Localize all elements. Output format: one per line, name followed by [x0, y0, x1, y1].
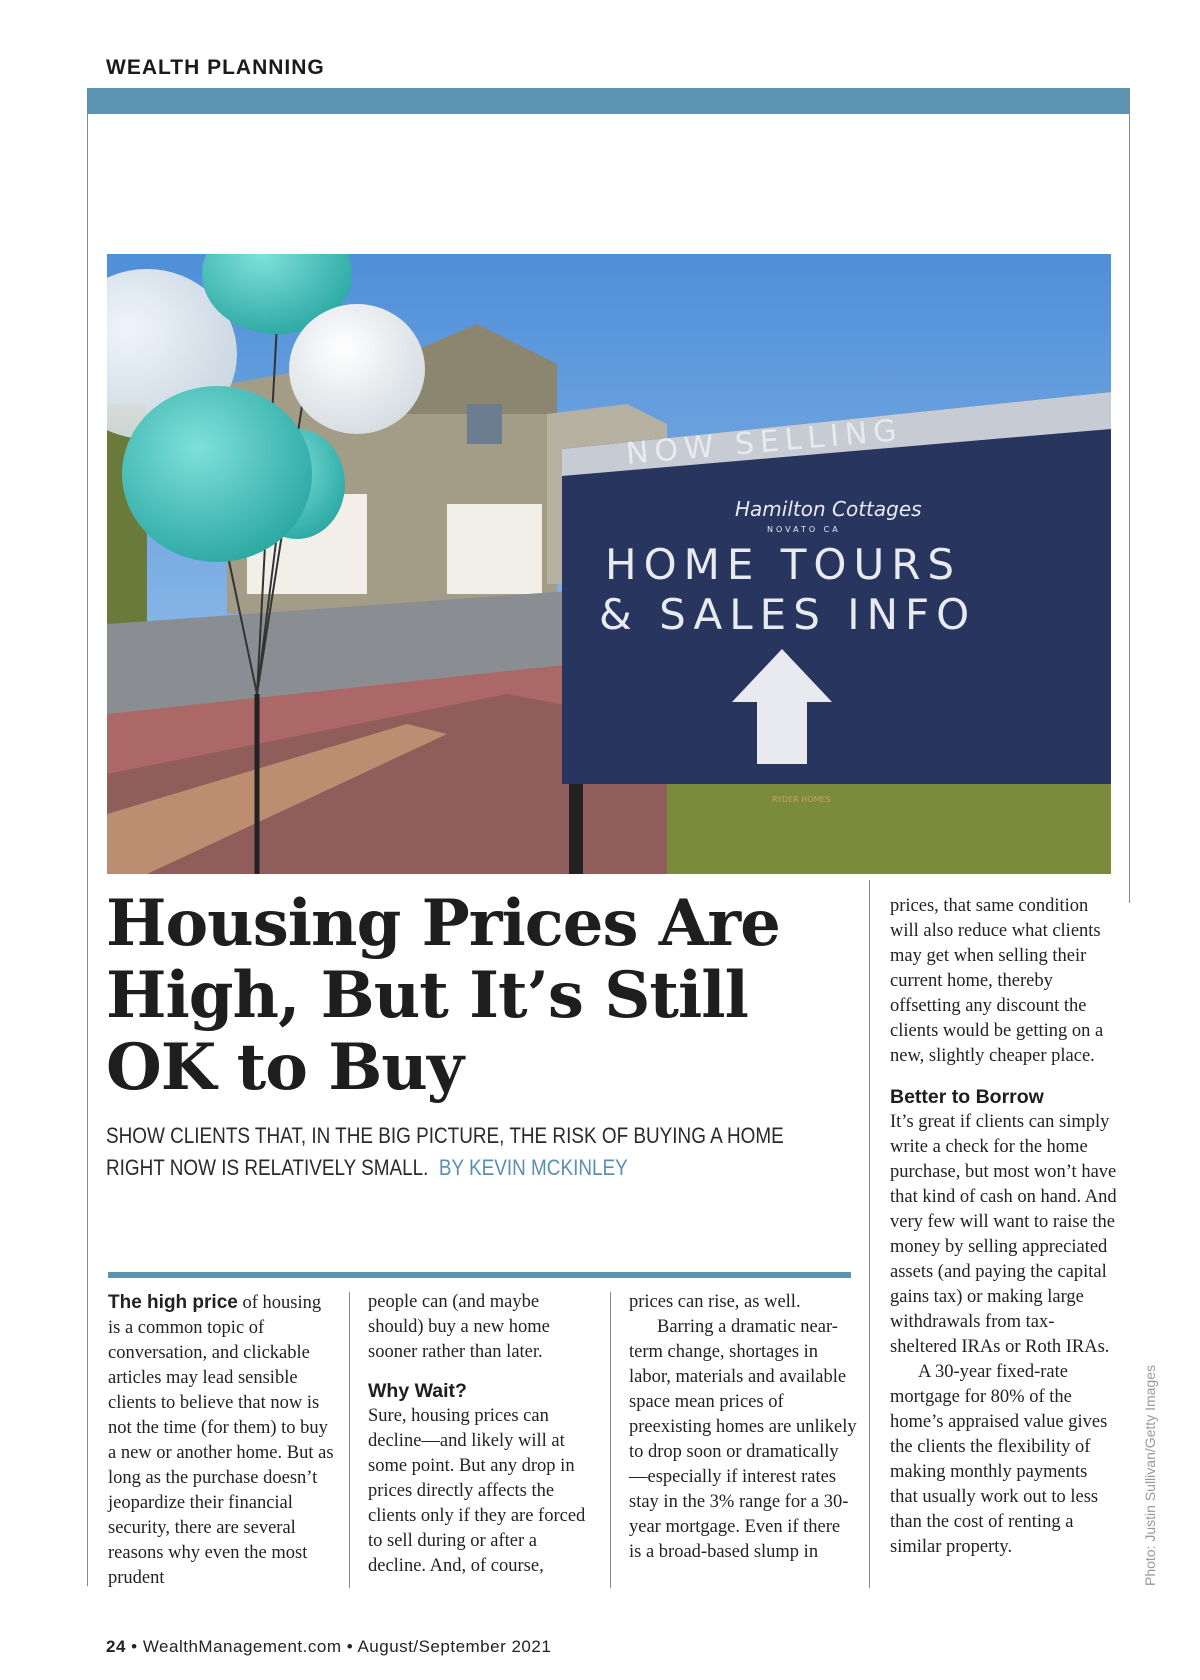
sign-brand: Hamilton Cottages — [735, 497, 922, 521]
subhead-better-to-borrow: Better to Borrow — [890, 1086, 1044, 1108]
frame-rule-left — [87, 114, 88, 1586]
body-column-3 — [629, 1290, 857, 1565]
sign-line-2: & SALES INFO — [599, 590, 977, 639]
article-deck — [106, 1120, 828, 1184]
col4-paragraph-c: A 30-year fixed-rate mortgage for 80% of the home’s appraised value gives the clients the flexibility of making monthly payments that usually work out to less than the cost of renting a similar property. — [890, 1362, 1108, 1557]
sign-builder: RYDER HOMES — [772, 795, 831, 804]
frame-rule-right — [1129, 88, 1130, 903]
col1-text: of housing is a common topic of conversation, and clickable articles may lead sensible clients to believe that now is not the time (for them) to buy a new or another home. But as long as the purchase doesn’t jeopardize their financial security, there are several reasons why even the most prudent — [108, 1293, 334, 1588]
headline-line-1: Housing Prices Are — [106, 886, 780, 961]
body-column-1 — [108, 1290, 336, 1591]
lead-in: The high price — [108, 1292, 238, 1313]
col4-paragraph-b: It’s great if clients can simply write a check for the home purchase, but most won’t have that kind of cash on hand. And very few will want to raise the money by selling appreciated assets (and paying the capital gains tax) or making large withdrawals from tax-sheltered IRAs or Roth IRAs. — [890, 1112, 1117, 1357]
column-divider — [610, 1292, 611, 1588]
deck-text: SHOW CLIENTS THAT, IN THE BIG PICTURE, THE RISK OF BUYING A HOME RIGHT NOW IS RELATIVELY SMALL. — [106, 1123, 784, 1180]
sign-line-1: HOME TOURS — [605, 540, 962, 589]
body-column-2 — [368, 1290, 596, 1579]
hero-photo — [107, 254, 1111, 874]
col1-paragraph — [108, 1290, 336, 1591]
col3-paragraph-b: Barring a dramatic near-term change, shortages in labor, materials and available space mean prices of preexisting homes are unlikely to drop soon or dramatically—especially if interest rates stay in the 3% range for a 30-year mortgage. Even if there is a broad-based slump in — [629, 1317, 857, 1562]
footer-publication: • WealthManagement.com • August/September 2021 — [125, 1637, 552, 1656]
col2-paragraph-b: Sure, housing prices can decline—and likely will at some point. But any drop in prices directly affects the clients only if they are forced to sell during or after a decline. And, of course, — [368, 1406, 586, 1576]
page-footer — [106, 1637, 551, 1657]
top-accent-bar — [87, 88, 1130, 114]
byline: BY KEVIN MCKINLEY — [438, 1155, 628, 1180]
page-number: 24 — [106, 1637, 126, 1656]
photo-credit: Photo: Justin Sullivan/Getty Images — [1142, 1365, 1158, 1586]
column-divider — [349, 1292, 350, 1588]
headline-line-3: OK to Buy — [106, 1030, 463, 1105]
article-headline — [106, 888, 846, 1104]
col4-paragraph: prices, that same condition will also reduce what clients may get when selling their current home, thereby offsetting any discount the clients would be getting on a new, slightly cheaper place. — [890, 896, 1104, 1066]
article-rule — [108, 1272, 851, 1278]
column-divider — [869, 880, 870, 1588]
col2-paragraph: people can (and maybe should) buy a new home sooner rather than later. — [368, 1292, 550, 1362]
sign-brand-sub: NOVATO CA — [767, 525, 841, 534]
headline-line-2: High, But It’s Still — [106, 958, 748, 1033]
body-column-4 — [890, 894, 1118, 1560]
sign-now-selling: NOW SELLING — [624, 412, 904, 472]
subhead-why-wait: Why Wait? — [368, 1380, 467, 1402]
section-label: WEALTH PLANNING — [106, 56, 325, 79]
col3-paragraph: prices can rise, as well. — [629, 1292, 801, 1312]
